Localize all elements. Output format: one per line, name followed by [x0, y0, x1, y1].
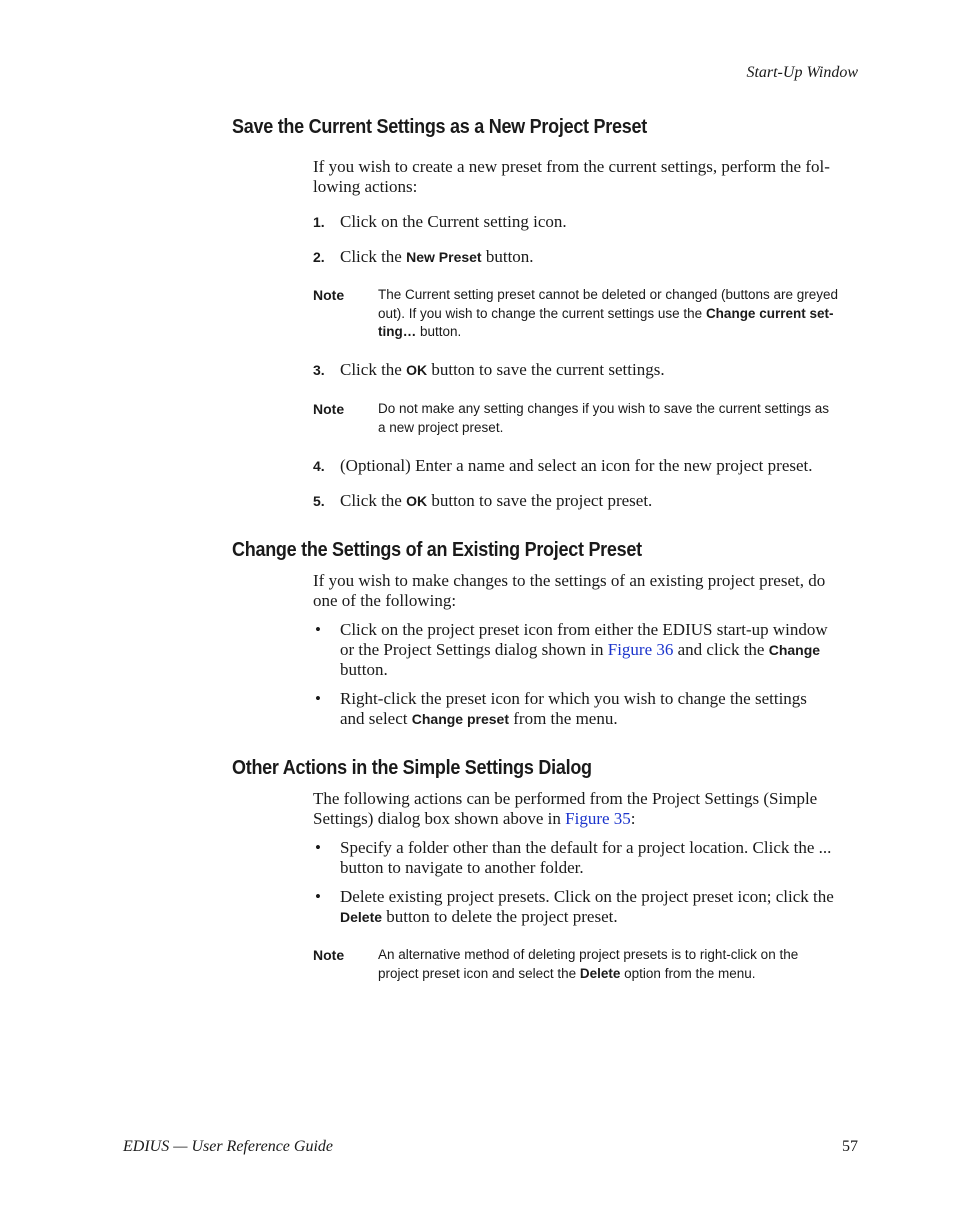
step-2 [313, 247, 858, 267]
step-text: Click on the Current setting icon. [340, 212, 567, 231]
ui-term-ok: OK [406, 362, 428, 378]
step-1 [313, 212, 858, 232]
step-number: 1. [313, 214, 325, 230]
section-heading-save-preset: Save the Current Settings as a New Project Preset [232, 116, 647, 138]
intro-line: If you wish to create a new preset from the current settings, perform the fol- [313, 157, 830, 176]
bullet-icon: • [315, 887, 321, 906]
note-label: Note [313, 947, 345, 963]
note-text [378, 286, 843, 342]
note-line: project preset icon and select the [378, 965, 580, 981]
footer-guide-title: EDIUS — User Reference Guide [123, 1138, 334, 1155]
text-run: button to delete the project preset. [382, 907, 618, 926]
text-run: : [630, 809, 636, 828]
bullet-item [313, 620, 858, 680]
ui-term-change: Change [768, 642, 821, 658]
step-text [340, 247, 858, 267]
text-run: from the menu. [509, 709, 618, 728]
text-run: Specify a folder other than the default for a project location. Click the ... [340, 838, 832, 857]
section2-intro [313, 571, 858, 611]
ui-term-change-current-setting-cont: ting… [378, 324, 417, 339]
note-line: a new project preset. [378, 419, 504, 435]
text-run: button. [481, 247, 534, 266]
step-number: 5. [313, 493, 325, 509]
bullet-icon: • [315, 620, 321, 639]
note-line: An alternative method of deleting project presets is to right-click on the [378, 947, 799, 962]
note-line: The Current setting preset cannot be deleted or changed (buttons are greyed [378, 287, 839, 302]
text-run: button to save the project preset. [427, 491, 653, 510]
figure-35-link[interactable]: Figure 35 [565, 809, 631, 828]
text-run: or the Project Settings dialog shown in [340, 640, 608, 659]
note-line: option from the menu. [620, 965, 756, 981]
text-run: button to navigate to another folder. [340, 858, 584, 877]
ui-term-change-preset: Change preset [411, 711, 509, 727]
intro-line: Settings) dialog box shown above in [313, 809, 566, 828]
step-text [340, 360, 858, 380]
bullet-icon: • [315, 689, 321, 708]
bullet-text [340, 620, 858, 680]
section-heading-change-preset: Change the Settings of an Existing Project Preset [232, 539, 642, 561]
section3-intro [313, 789, 858, 829]
ui-term-delete: Delete [579, 965, 621, 981]
section-heading-other-actions: Other Actions in the Simple Settings Dialog [232, 757, 592, 779]
note-delete-alternative [313, 946, 843, 983]
ui-term-ok: OK [406, 493, 428, 509]
bullet-item [313, 689, 858, 729]
note-label: Note [313, 287, 345, 303]
bullet-text [340, 838, 858, 878]
text-run: Click the [340, 491, 407, 510]
bullet-text [340, 689, 858, 729]
text-run: button to save the current settings. [427, 360, 665, 379]
ui-term-change-current-setting: Change current set- [705, 305, 834, 321]
intro-line: The following actions can be performed from the Project Settings (Simple [313, 789, 818, 808]
note-no-changes [313, 400, 843, 437]
text-run: Delete existing project presets. Click on the project preset icon; click the [340, 887, 834, 906]
text-run: Click the [340, 247, 407, 266]
bullet-text [340, 887, 858, 927]
text-run: Click on the project preset icon from either the EDIUS start-up window [340, 620, 828, 639]
running-header: Start-Up Window [746, 64, 858, 81]
note-line: button. [416, 324, 462, 339]
step-5 [313, 491, 858, 511]
step-text: (Optional) Enter a name and select an icon for the new project preset. [340, 456, 813, 475]
note-text [378, 946, 843, 983]
bullet-item [313, 887, 858, 927]
text-run: and select [340, 709, 412, 728]
note-line: Do not make any setting changes if you wish to save the current settings as [378, 401, 829, 416]
figure-36-link[interactable]: Figure 36 [607, 640, 674, 659]
note-label: Note [313, 401, 345, 417]
note-text [378, 400, 843, 437]
bullet-icon: • [315, 838, 321, 857]
text-run: button. [340, 660, 388, 679]
note-current-setting [313, 286, 843, 342]
step-3 [313, 360, 858, 380]
ui-term-delete: Delete [340, 909, 383, 925]
ui-term-new-preset: New Preset [406, 249, 482, 265]
step-4 [313, 456, 858, 476]
text-run: and click the [673, 640, 769, 659]
text-run: Click the [340, 360, 407, 379]
intro-line: If you wish to make changes to the settings of an existing project preset, do [313, 571, 826, 590]
page-number: 57 [842, 1138, 858, 1155]
intro-line: one of the following: [313, 591, 457, 610]
note-line: out). If you wish to change the current settings use the [378, 305, 706, 321]
step-number: 2. [313, 249, 325, 265]
text-run: Right-click the preset icon for which you wish to change the settings [340, 689, 807, 708]
step-number: 4. [313, 458, 325, 474]
step-number: 3. [313, 362, 325, 378]
bullet-item [313, 838, 858, 878]
step-text [340, 491, 858, 511]
intro-line: lowing actions: [313, 177, 418, 196]
section1-intro [313, 157, 858, 197]
